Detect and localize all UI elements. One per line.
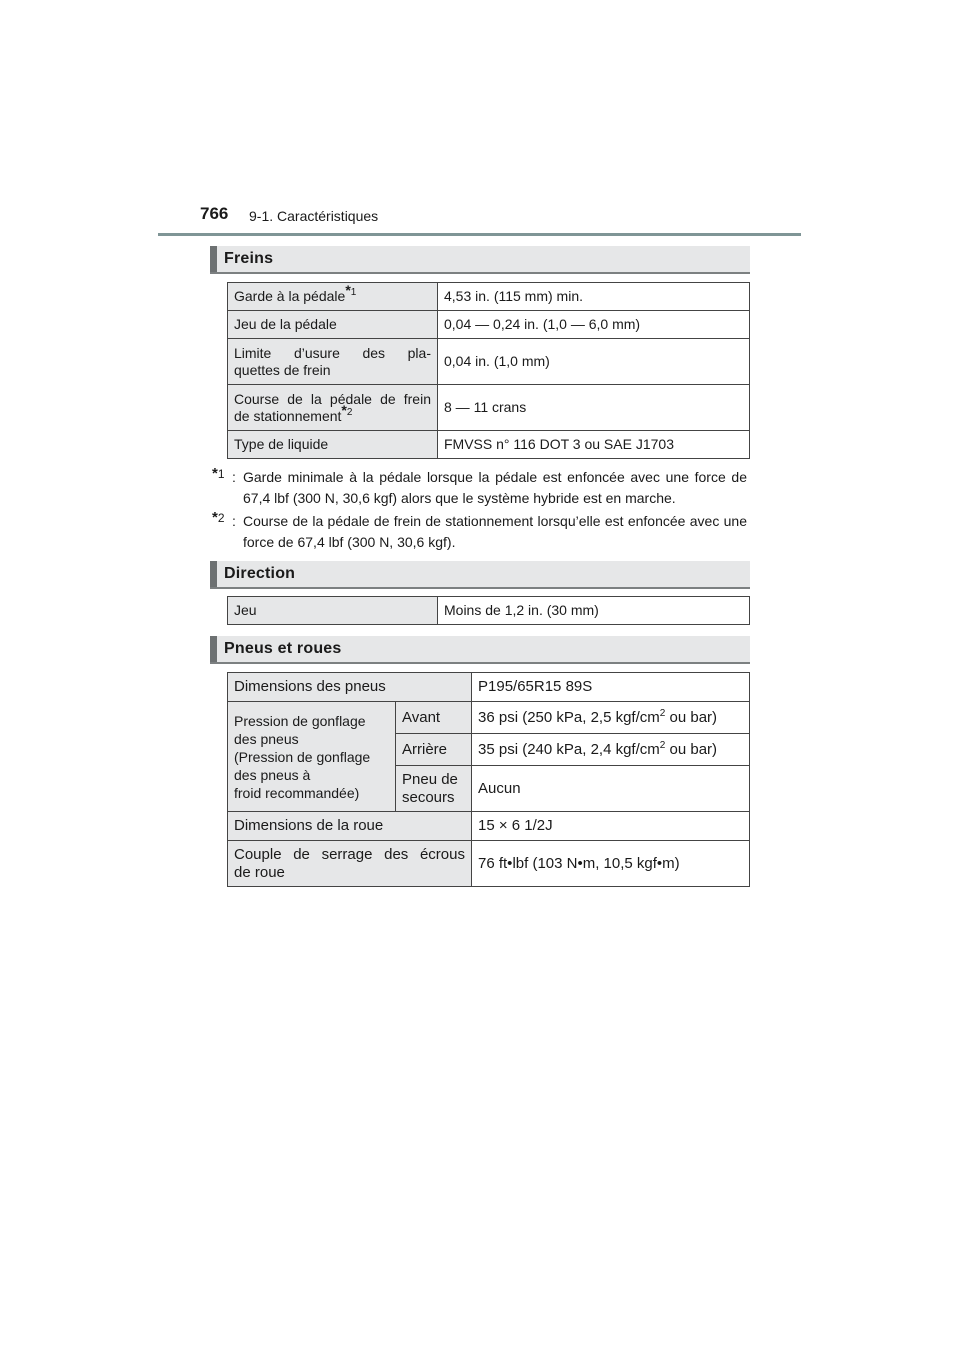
footnote-2: *2 : Course de la pédale de frein de stationnement lorsqu’elle est enfoncée avec une force de 67,4 lbf (300 N, 30,6 kgf). xyxy=(212,511,747,553)
spec-value: 0,04 — 0,24 in. (1,0 — 6,0 mm) xyxy=(438,311,750,339)
spec-label: Jeu de la pédale xyxy=(228,311,438,339)
spec-label: Jeu xyxy=(228,597,438,625)
heading-bar xyxy=(210,561,217,587)
spec-value: 36 psi (250 kPa, 2,5 kgf/$cm^2$ ou bar) xyxy=(472,702,750,734)
section-breadcrumb: 9-1. Caractéristiques xyxy=(249,208,379,224)
spec-label-pressure: Pression de gonflage des pneus (Pression de gonflage des pneus à froid recommandée) xyxy=(228,702,396,812)
footnote-marker: *1 xyxy=(212,465,225,482)
footnote-text: Garde minimale à la pédale lorsque la pédale est enfoncée avec une force de 67,4 lbf (300 N, 30,6 kgf) alors que le système hybride est en marche. xyxy=(243,469,747,506)
table-row xyxy=(228,283,750,311)
spec-value: 76 ft•lbf (103 N•m, 10,5 kgf•m) xyxy=(472,841,750,887)
header-rule xyxy=(158,233,801,236)
spec-label: Course de la pédale de frein de stationnement$^{*2}$ xyxy=(228,385,438,431)
heading-bar xyxy=(210,636,217,662)
section-title: Pneus et roues xyxy=(224,640,342,657)
steering-spec-table xyxy=(227,596,750,625)
table-row xyxy=(228,311,750,339)
heading-bar xyxy=(210,246,217,272)
table-row xyxy=(228,597,750,625)
spec-label: Dimensions de la roue xyxy=(228,812,472,841)
spec-value: Moins de 1,2 in. (30 mm) xyxy=(438,597,750,625)
section-heading-brakes xyxy=(210,246,750,274)
spec-sublabel: Pneu de secours xyxy=(396,766,472,812)
section-title: Direction xyxy=(224,565,296,582)
spec-label: Type de liquide xyxy=(228,431,438,459)
table-row xyxy=(228,812,750,841)
section-heading-tires xyxy=(210,636,750,664)
spec-sublabel: Avant xyxy=(396,702,472,734)
footnote-marker: *2 xyxy=(212,509,225,526)
footnote-ref: *2 xyxy=(341,401,353,418)
tires-spec-table xyxy=(227,672,750,887)
table-row xyxy=(228,431,750,459)
spec-sublabel: Arrière xyxy=(396,734,472,766)
spec-value: 35 psi (240 kPa, 2,4 kgf/$cm^2$ ou bar) xyxy=(472,734,750,766)
spec-label: Limite d’usure des pla- quettes de frein xyxy=(228,339,438,385)
brakes-spec-table xyxy=(227,282,750,459)
spec-value: P195/65R15 89S xyxy=(472,673,750,702)
footnote-1: *1 : Garde minimale à la pédale lorsque la pédale est enfoncée avec une force de 67,4 lbf (300 N, 30,6 kgf) alors que le système hybride est en marche. xyxy=(212,467,747,509)
section-heading-steering xyxy=(210,561,750,589)
spec-value: 8 — 11 crans xyxy=(438,385,750,431)
spec-value: 0,04 in. (1,0 mm) xyxy=(438,339,750,385)
table-row xyxy=(228,385,750,431)
spec-label: Garde à la pédale$^{*1}$ xyxy=(228,283,438,311)
footnote-ref: *1 xyxy=(345,282,357,299)
table-row xyxy=(228,702,750,734)
spec-value: 4,53 in. (115 mm) min. xyxy=(438,283,750,311)
footnote-text: Course de la pédale de frein de stationnement lorsqu’elle est enfoncée avec une force de 67,4 lbf (300 N, 30,6 kgf). xyxy=(243,513,747,550)
spec-value: 15 × 6 1/2J xyxy=(472,812,750,841)
spec-value: FMVSS n° 116 DOT 3 ou SAE J1703 xyxy=(438,431,750,459)
spec-label: Dimensions des pneus xyxy=(228,673,472,702)
table-row xyxy=(228,339,750,385)
table-row xyxy=(228,673,750,702)
page-header xyxy=(0,0,960,240)
spec-value: Aucun xyxy=(472,766,750,812)
section-title: Freins xyxy=(224,250,274,267)
spec-label: Couple de serrage des écrous de roue xyxy=(228,841,472,887)
page-number: 766 xyxy=(200,204,229,223)
table-row xyxy=(228,841,750,887)
